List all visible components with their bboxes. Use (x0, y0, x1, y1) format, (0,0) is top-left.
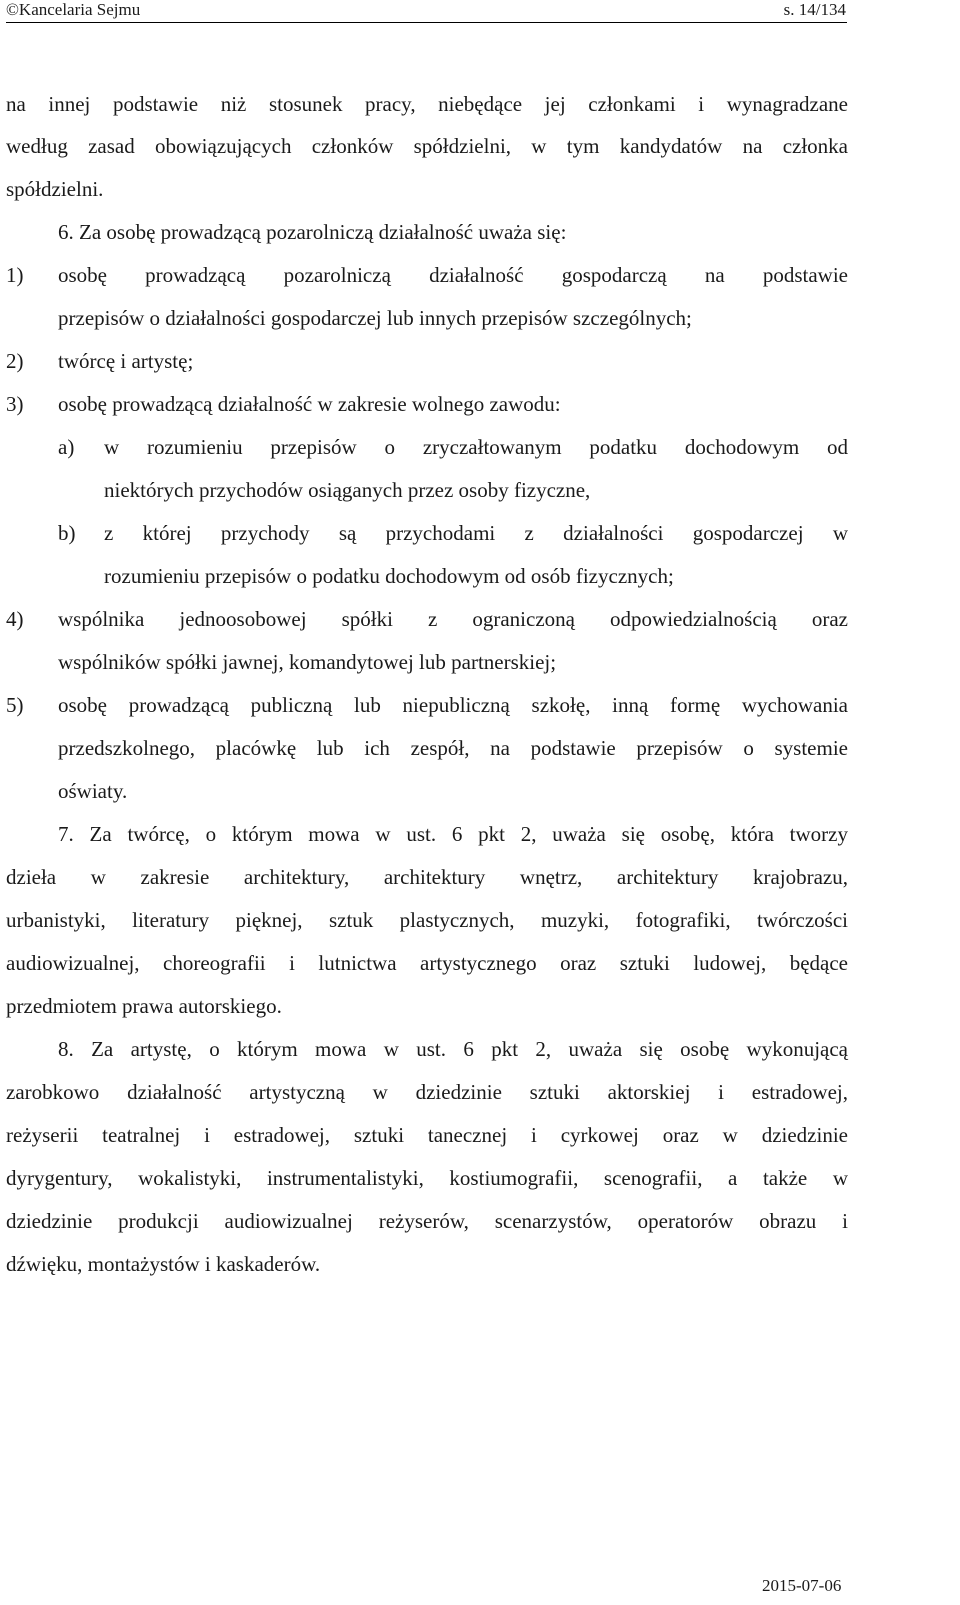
item-4-line-1: wspólnika jednoosobowej spółki z ograniczoną odpowiedzialnością oraz (58, 607, 848, 631)
section-8-line-2: zarobkowo działalność artystyczną w dziedzinie sztuki aktorskiej i estradowej, (6, 1080, 848, 1104)
item-3a-line-2: niektórych przychodów osiąganych przez osoby fizyczne, (104, 478, 591, 502)
section-7-line-5: przedmiotem prawa autorskiego. (6, 994, 282, 1018)
item-4-marker: 4) (6, 607, 24, 631)
section-8-line-4: dyrygentury, wokalistyki, instrumentalistyki, kostiumografii, scenografii, a także w (6, 1166, 848, 1190)
item-3b-line-1: z której przychody są przychodami z działalności gospodarczej w (104, 521, 848, 545)
item-3-line-1: osobę prowadzącą działalność w zakresie wolnego zawodu: (58, 392, 561, 416)
section-7-line-4: audiowizualnej, choreografii i lutnictwa artystycznego oraz sztuki ludowej, będące (6, 951, 848, 975)
section-7-line-3: urbanistyki, literatury pięknej, sztuk plastycznych, muzyki, fotografiki, twórczości (6, 908, 848, 932)
item-3b-marker: b) (58, 521, 76, 545)
item-5-line-1: osobę prowadzącą publiczną lub niepubliczną szkołę, inną formę wychowania (58, 693, 848, 717)
header-divider (6, 22, 847, 23)
item-1-line-2: przepisów o działalności gospodarczej lub innych przepisów szczególnych; (58, 306, 692, 330)
section-8-line-1: 8. Za artystę, o którym mowa w ust. 6 pkt 2, uważa się osobę wykonującą (58, 1037, 848, 1061)
section-8-line-5: dziedzinie produkcji audiowizualnej reżyserów, scenarzystów, operatorów obrazu i (6, 1209, 848, 1233)
item-3-marker: 3) (6, 392, 24, 416)
item-4-line-2: wspólników spółki jawnej, komandytowej lub partnerskiej; (58, 650, 557, 674)
item-3a-marker: a) (58, 435, 75, 459)
section-8-line-6: dźwięku, montażystów i kaskaderów. (6, 1252, 321, 1276)
item-5-line-2: przedszkolnego, placówkę lub ich zespół, na podstawie przepisów o systemie (58, 736, 848, 760)
item-5-line-3: oświaty. (58, 779, 128, 803)
item-1-marker: 1) (6, 263, 24, 287)
page-header (6, 0, 846, 24)
section-7-line-2: dzieła w zakresie architektury, architektury wnętrz, architektury krajobrazu, (6, 865, 848, 889)
section-7-line-1: 7. Za twórcę, o którym mowa w ust. 6 pkt 2, uważa się osobę, która tworzy (58, 822, 848, 846)
page-number: s. 14/134 (783, 0, 846, 19)
item-1-line-1: osobę prowadzącą pozarolniczą działalność gospodarczą na podstawie (58, 263, 848, 287)
item-2-line-1: twórcę i artystę; (58, 349, 194, 373)
item-5-marker: 5) (6, 693, 24, 717)
footer-date: 2015-07-06 (762, 1576, 842, 1595)
intro-line-2: według zasad obowiązujących członków spółdzielni, w tym kandydatów na członka (6, 134, 848, 158)
section-6-heading: 6. Za osobę prowadzącą pozarolniczą działalność uważa się: (58, 220, 567, 244)
copyright-label: ©Kancelaria Sejmu (6, 0, 141, 19)
item-2-marker: 2) (6, 349, 24, 373)
item-3a-line-1: w rozumieniu przepisów o zryczałtowanym podatku dochodowym od (104, 435, 848, 459)
section-8-line-3: reżyserii teatralnej i estradowej, sztuki tanecznej i cyrkowej oraz w dziedzinie (6, 1123, 848, 1147)
intro-line-3: spółdzielni. (6, 177, 104, 201)
item-3b-line-2: rozumieniu przepisów o podatku dochodowym od osób fizycznych; (104, 564, 674, 588)
intro-line-1: na innej podstawie niż stosunek pracy, niebędące jej członkami i wynagradzane (6, 92, 848, 116)
